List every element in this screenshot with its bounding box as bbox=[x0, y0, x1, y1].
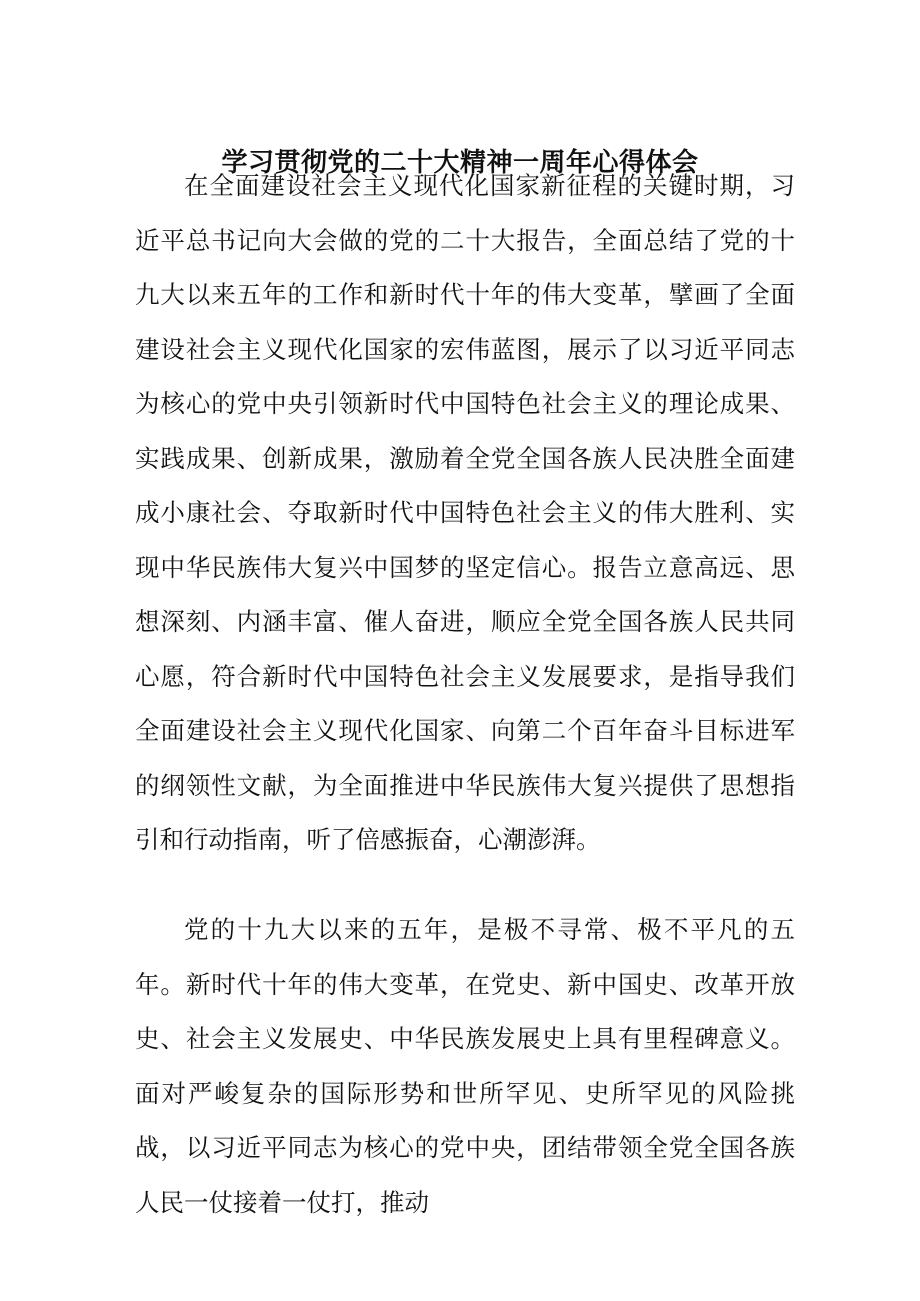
paragraph: 在全面建设社会主义现代化国家新征程的关键时期，习近平总书记向大会做的党的二十大报告，全面总结了党的十九大以来五年的工作和新时代十年的伟大变革，擘画了全面建设社会主义现代化国家的宏伟蓝图，展示了以习近平同志为核心的党中央引领新时代中国特色社会主义的理论成果、实践成果、创新成果，激励着全党全国各族人民决胜全面建成小康社会、夺取新时代中国特色社会主义的伟大胜利、实现中华民族伟大复兴中国梦的坚定信心。报告立意高远、思想深刻、内涵丰富、催人奋进，顺应全党全国各族人民共同心愿，符合新时代中国特色社会主义发展要求，是指导我们全面建设社会主义现代化国家、向第二个百年奋斗目标进军的纲领性文献，为全面推进中华民族伟大复兴提供了思想指引和行动指南，听了倍感振奋，心潮澎湃。 bbox=[135, 171, 795, 854]
document-title: 学习贯彻党的二十大精神一周年心得体会 bbox=[221, 148, 699, 179]
paragraph: 党的十九大以来的五年，是极不寻常、极不平凡的五年。新时代十年的伟大变革，在党史、新中国史、改革开放史、社会主义发展史、中华民族发展史上具有里程碑意义。面对严峻复杂的国际形势和世所罕见、史所罕见的风险挑战，以习近平同志为核心的党中央，团结带领全党全国各族人民一仗接着一仗打，推动 bbox=[135, 915, 795, 1217]
